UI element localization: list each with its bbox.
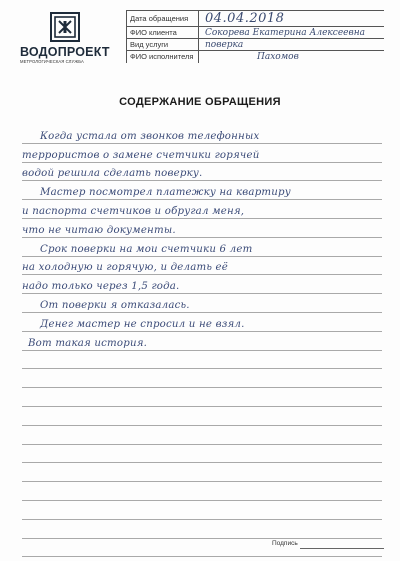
vodoproekt-logo-icon (50, 12, 80, 42)
handwritten-line: Денег мастер не спросил и не взял. (40, 318, 245, 330)
handwritten-line: Мастер посмотрел платежку на квартиру (40, 187, 291, 199)
meta-value-date: 04.04.2018 (199, 11, 385, 27)
ruled-line (22, 144, 382, 163)
signature-label: Подпись (272, 540, 298, 547)
ruled-line (22, 463, 382, 482)
handwritten-line: что не читаю документы. (22, 224, 176, 236)
ruled-line (22, 482, 382, 501)
ruled-line (22, 181, 382, 200)
meta-value-executor: Пахомов (199, 51, 385, 63)
section-title: СОДЕРЖАНИЕ ОБРАЩЕНИЯ (119, 96, 281, 108)
handwritten-line: Вот такая история. (28, 337, 148, 349)
ruled-line (22, 351, 382, 370)
signature-block (272, 539, 390, 551)
meta-row-service (127, 39, 385, 51)
handwritten-line: Когда устала от звонков телефонных (40, 130, 260, 142)
signature-line (300, 548, 384, 549)
handwritten-line: на холодную и горячую, и делать её (22, 262, 228, 274)
ruled-line (22, 219, 382, 238)
logo-subtitle: МЕТРОЛОГИЧЕСКАЯ СЛУЖБА (20, 59, 84, 64)
ruled-line (22, 257, 382, 276)
meta-row-executor (127, 51, 385, 63)
ruled-line (22, 294, 382, 313)
ruled-line (22, 520, 382, 539)
meta-label-service: Вид услуги (127, 39, 199, 51)
handwritten-line: и паспорта счетчиков и обругал меня, (22, 205, 245, 217)
handwritten-line: От поверки я отказалась. (40, 299, 190, 311)
ruled-line (22, 501, 382, 520)
handwritten-content (22, 125, 382, 557)
ruled-line (22, 238, 382, 257)
ruled-line (22, 163, 382, 182)
company-logo (20, 12, 116, 62)
ruled-line (22, 313, 382, 332)
handwritten-line: террористов о замене счетчики горячей (22, 149, 260, 161)
handwritten-line: водой решила сделать поверку. (22, 168, 203, 180)
handwritten-line: Срок поверки на мои счетчики 6 лет (40, 243, 253, 255)
meta-row-date (127, 11, 385, 27)
meta-label-date: Дата обращения (127, 11, 199, 27)
meta-row-client (127, 27, 385, 39)
ruled-line (22, 200, 382, 219)
meta-value-service: поверка (199, 39, 385, 51)
logo-name: ВОДОПРОЕКТ (20, 45, 110, 59)
ruled-line (22, 445, 382, 464)
ruled-line (22, 369, 382, 388)
ruled-line (22, 407, 382, 426)
handwritten-line: надо только через 1,5 года. (22, 281, 180, 293)
ruled-line (22, 426, 382, 445)
ruled-line (22, 388, 382, 407)
meta-label-client: ФИО клиента (127, 27, 199, 39)
meta-value-client: Сокорева Екатерина Алексеевна (199, 27, 385, 39)
ruled-line (22, 332, 382, 351)
ruled-line (22, 275, 382, 294)
appeal-meta-table (126, 10, 384, 63)
ruled-line (22, 125, 382, 144)
meta-label-executor: ФИО исполнителя (127, 51, 199, 63)
